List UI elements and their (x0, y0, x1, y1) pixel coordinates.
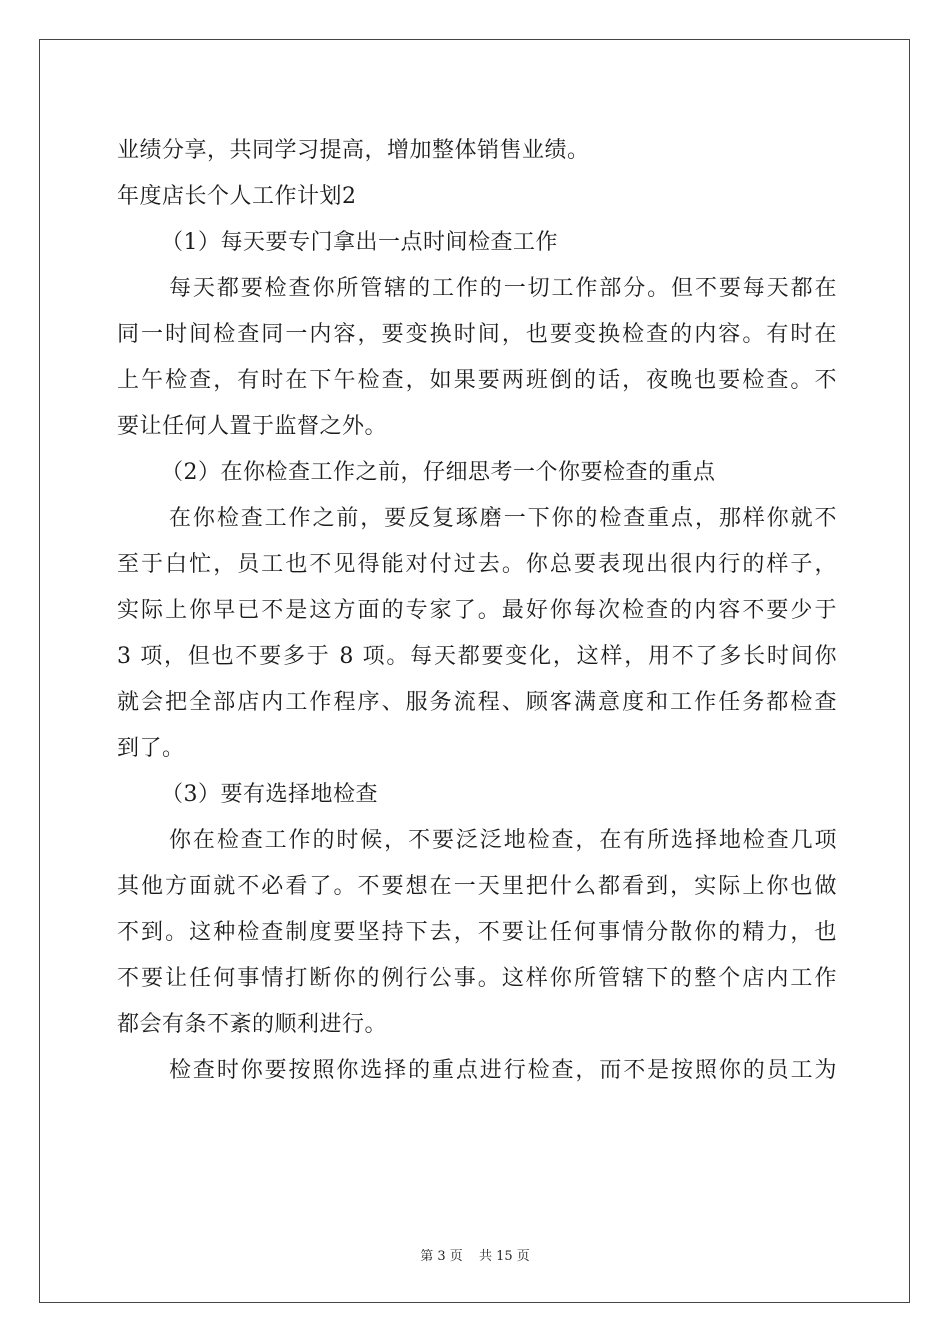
page-total: 共 15 页 (478, 1249, 530, 1264)
text-line: 都会有条不紊的顺利进行。 (117, 1012, 388, 1037)
text-line: 在你检查工作之前，要反复琢磨一下你的检查重点，那样你就不 (169, 506, 837, 531)
section-heading: （2）在你检查工作之前，仔细思考一个你要检查的重点 (161, 460, 716, 485)
text-line: 至于白忙，员工也不见得能对付过去。你总要表现出很内行的样子， (117, 552, 837, 577)
text-line: 你在检查工作的时候，不要泛泛地检查，在有所选择地检查几项 (169, 828, 837, 853)
text-line: 要让任何人置于监督之外。 (117, 414, 388, 439)
document-title: 年度店长个人工作计划2 (117, 184, 357, 209)
text-line: 就会把全部店内工作程序、服务流程、顾客满意度和工作任务都检查 (117, 690, 837, 715)
page-number: 第 3 页 (420, 1249, 463, 1264)
text-line: 不要让任何事情打断你的例行公事。这样你所管辖下的整个店内工作 (117, 966, 837, 991)
text-line: 其他方面就不必看了。不要想在一天里把什么都看到，实际上你也做 (117, 874, 837, 899)
text-line: 业绩分享，共同学习提高，增加整体销售业绩。 (117, 138, 590, 163)
text-line: 不到。这种检查制度要坚持下去，不要让任何事情分散你的精力，也 (117, 920, 837, 945)
page-footer (0, 1245, 950, 1264)
text-line: 实际上你早已不是这方面的专家了。最好你每次检查的内容不要少于 (117, 598, 837, 623)
text-line: 检查时你要按照你选择的重点进行检查，而不是按照你的员工为 (169, 1058, 837, 1083)
text-line: 3 项，但也不要多于 8 项。每天都要变化，这样，用不了多长时间你 (117, 644, 837, 669)
text-line: 上午检查，有时在下午检查，如果要两班倒的话，夜晚也要检查。不 (117, 368, 837, 393)
document-body (117, 128, 837, 1094)
text-line: 到了。 (117, 736, 185, 761)
text-line: 同一时间检查同一内容，要变换时间，也要变换检查的内容。有时在 (117, 322, 837, 347)
section-heading: （3）要有选择地检查 (161, 782, 378, 807)
section-heading: （1）每天要专门拿出一点时间检查工作 (161, 230, 558, 255)
text-line: 每天都要检查你所管辖的工作的一切工作部分。但不要每天都在 (169, 276, 837, 301)
